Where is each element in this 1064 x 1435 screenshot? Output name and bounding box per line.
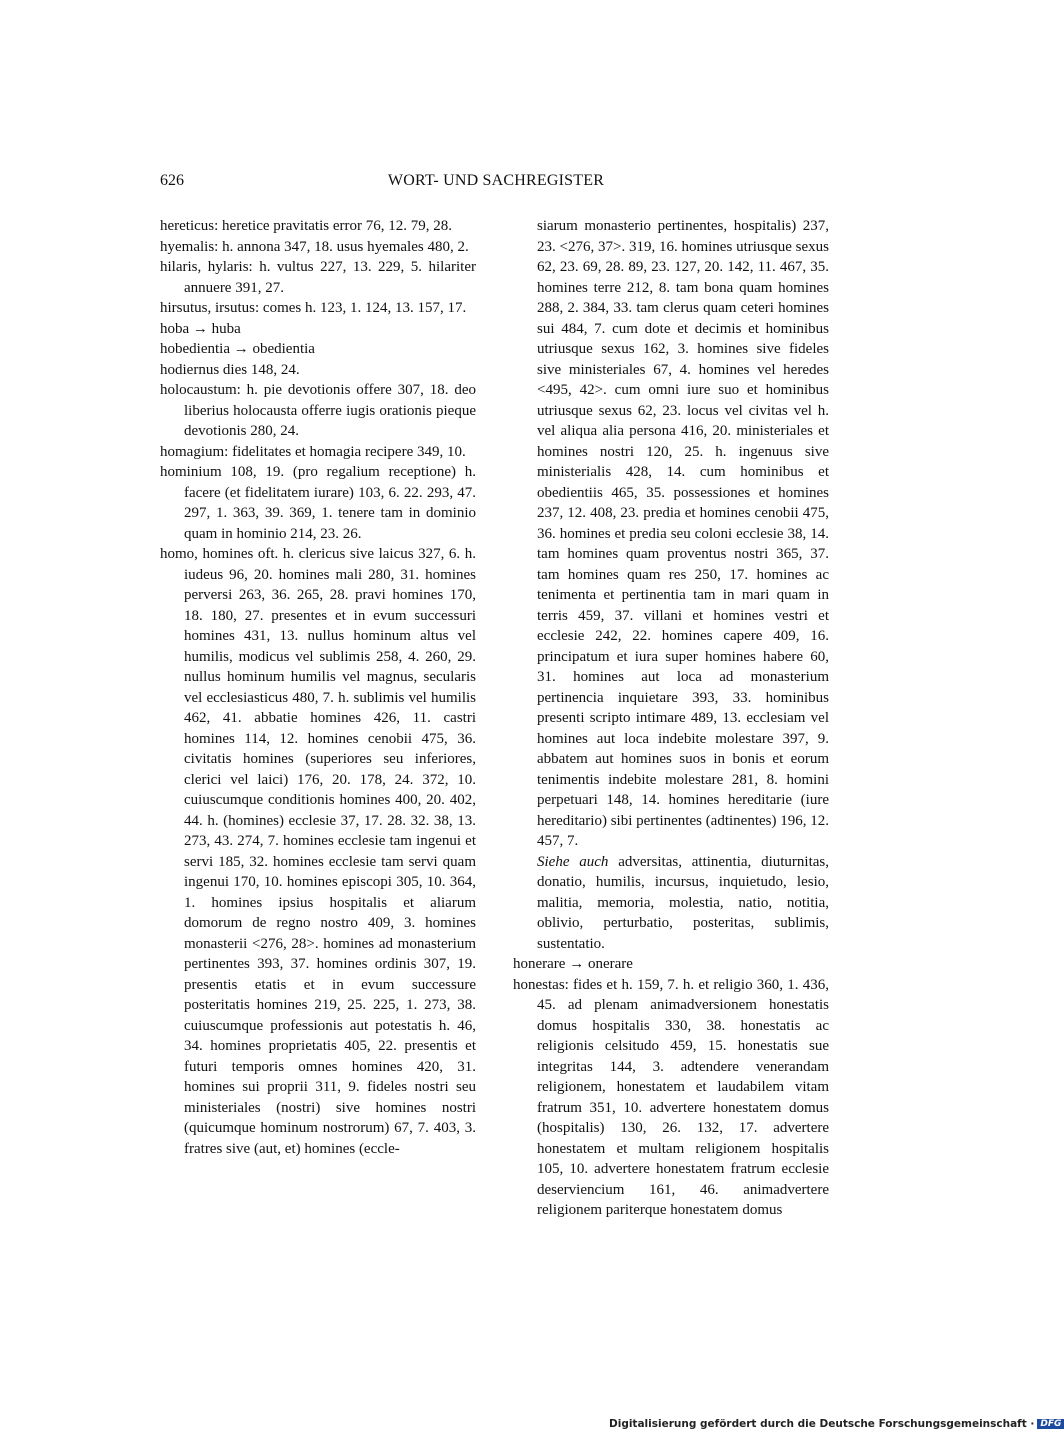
index-entry: hyemalis: h. annona 347, 18. usus hyemales 480, 2.: [160, 238, 469, 255]
left-column: [160, 216, 476, 1159]
page-number: 626: [160, 172, 184, 189]
index-entry: hereticus: heretice pravitatis error 76, 12. 79, 28.: [160, 218, 452, 234]
index-entry: homo, homines oft. h. clericus sive laicus 327, 6. h. iudeus 96, 20. homines mali 280, 31. homines perversi 263, 36. 265, 28. pravi homines 170, 18. 180, 27. presentes et in evum successuri homines 431, 13. nullus hominum altus vel humilis, modicus vel sublimis 258, 4. 260, 29. nullus hominum humilis vel magnus, secularis vel ecclesiasticus 480, 7. h. sublimis vel humilis 462, 41. abbatie homines 426, 11. castri homines 114, 12. homines cenobii 475, 36. civitatis homines (superiores seu inferiores, clerici vel laici) 176, 20. 178, 24. 372, 10. cuiuscumque conditionis homines 400, 20. 402, 44. h. (homines) ecclesie 37, 17. 28. 32. 38, 13. 273, 43. 274, 7. homines ecclesie tam ingenui et servi 185, 32. homines ecclesie tam servi quam ingenui 170, 10. homines episcopi 305, 10. 364, 1. homines ipsius hospitalis et aliarum domorum de regno nostro 409, 3. homines monasterii <276, 28>. homines ad monasterium pertinentes 393, 37. homines ordinis 307, 19. presentis etatis et in evum successure posteritatis homines 219, 25. 225, 1. 273, 38. cuiuscumque professionis aut potestatis h. 46, 34. homines proprietatis 405, 22. presentis et futuri temporis omnes homines 420, 31. homines sui proprii 311, 9. fideles nostri seu ministeriales (nostri) sive homines nostri (quicumque hominum nostrorum) 67, 7. 403, 3. fratres sive (aut, et) homines (eccle-: [160, 546, 476, 1157]
index-entry-continuation: siarum monasterio pertinentes, hospitalis) 237, 23. <276, 37>. 319, 16. homines utriusque sexus 62, 23. 69, 28. 89, 23. 127, 20. 142, 11. 467, 35. homines terre 212, 8. tam bona quam homines 288, 2. 384, 33. tam clerus quam ceteri homines sui 484, 7. cum dote et decimis et hominibus utriusque sexus 162, 3. homines sive fideles sive ministeriales 67, 4. homines vel heredes <495, 42>. cum omni iure suo et hominibus utriusque sexus 62, 23. locus vel civitas vel h. vel aliqua alia persona 416, 20. ministeriales et homines nostri 120, 25. h. ingenuus sive ministerialis 428, 14. cum hominibus et obedientiis 465, 35. possessiones et homines 237, 12. 408, 23. predia et homines cenobii 475, 36. homines et predia seu coloni ecclesie 38, 14. tam homines quam proventus nostri 365, 37. tam homines quam res 250, 17. homines ac tenimenta et pertinentia tam in mari quam in terris 459, 37. villani et homines vestri et ecclesie 242, 22. homines capere 409, 16. principatum et iura super homines habere 60, 31. homines aut loca ad monasterium pertinencia inquietare 393, 33. hominibus presenti scripto intimare 489, 13. ecclesiam vel homines aut loca indebite molestare 397, 9. abbatem aut homines suos in bonis et eorum tenimentis indebite molestare 281, 8. homini perpetuari 148, 14. homines hereditarie (iure hereditario) sibi pertinentes (adtinentes) 196, 12. 457, 7.: [537, 218, 829, 849]
dfg-logo: DFG: [1037, 1419, 1064, 1429]
page-header: [160, 172, 832, 196]
index-entry: honestas: fides et h. 159, 7. h. et religio 360, 1. 436, 45. ad plenam animadversionem honestatis domus hospitalis 330, 38. honestatis ac religionis celsitudo 459, 15. honestatis sue integritas 144, 3. adtendere venerandam religionem, honestatem et laudabilem vitam fratrum 351, 10. advertere honestatem domus (hospitalis) 130, 26. 132, 17. advertere honestatem et multam religionem hospitalis 105, 10. advertere honestatem fratrum ecclesie deserviencium 161, 46. animadvertere religionem pariterque honestatem domus: [513, 976, 829, 1218]
index-entry: hirsutus, irsutus: comes h. 123, 1. 124, 13. 157, 17.: [160, 300, 467, 316]
running-title: WORT- UND SACHREGISTER: [387, 172, 605, 189]
index-entry: holocaustum: h. pie devotionis offere 307, 18. deo liberius holocausta offerre iugis orationis pieque devotionis 280, 24.: [160, 382, 476, 439]
credit-text: Digitalisierung gefördert durch die Deutsche Forschungsgemeinschaft ·: [609, 1418, 1035, 1430]
see-also-label: Siehe auch: [537, 853, 609, 870]
index-entry: hominium 108, 19. (pro regalium receptione) h. facere (et fidelitatem iurare) 103, 6. 22. 293, 47. 297, 1. 363, 39. 369, 1. tenere tam in dominio quam in hominio 214, 23. 26.: [160, 464, 476, 542]
index-entry: hoba → huba: [160, 320, 241, 337]
see-also-note: Siehe auch adversitas, attinentia, diuturnitas, donatio, humilis, incursus, inquietudo, lesio, malitia, memoria, molestia, natio, notitia, oblivio, perturbatio, posteritas, sublimis, sustentatio.: [537, 853, 830, 952]
digitization-credit: [609, 1418, 1064, 1430]
right-column: [513, 216, 829, 1221]
index-entry: homagium: fidelitates et homagia recipere 349, 10.: [160, 443, 466, 460]
index-entry: hilaris, hylaris: h. vultus 227, 13. 229, 5. hilariter annuere 391, 27.: [160, 259, 476, 296]
index-entry: hodiernus dies 148, 24.: [160, 361, 300, 378]
index-entry: hobedientia → obedientia: [160, 341, 315, 357]
index-entry: honerare → onerare: [513, 956, 633, 972]
